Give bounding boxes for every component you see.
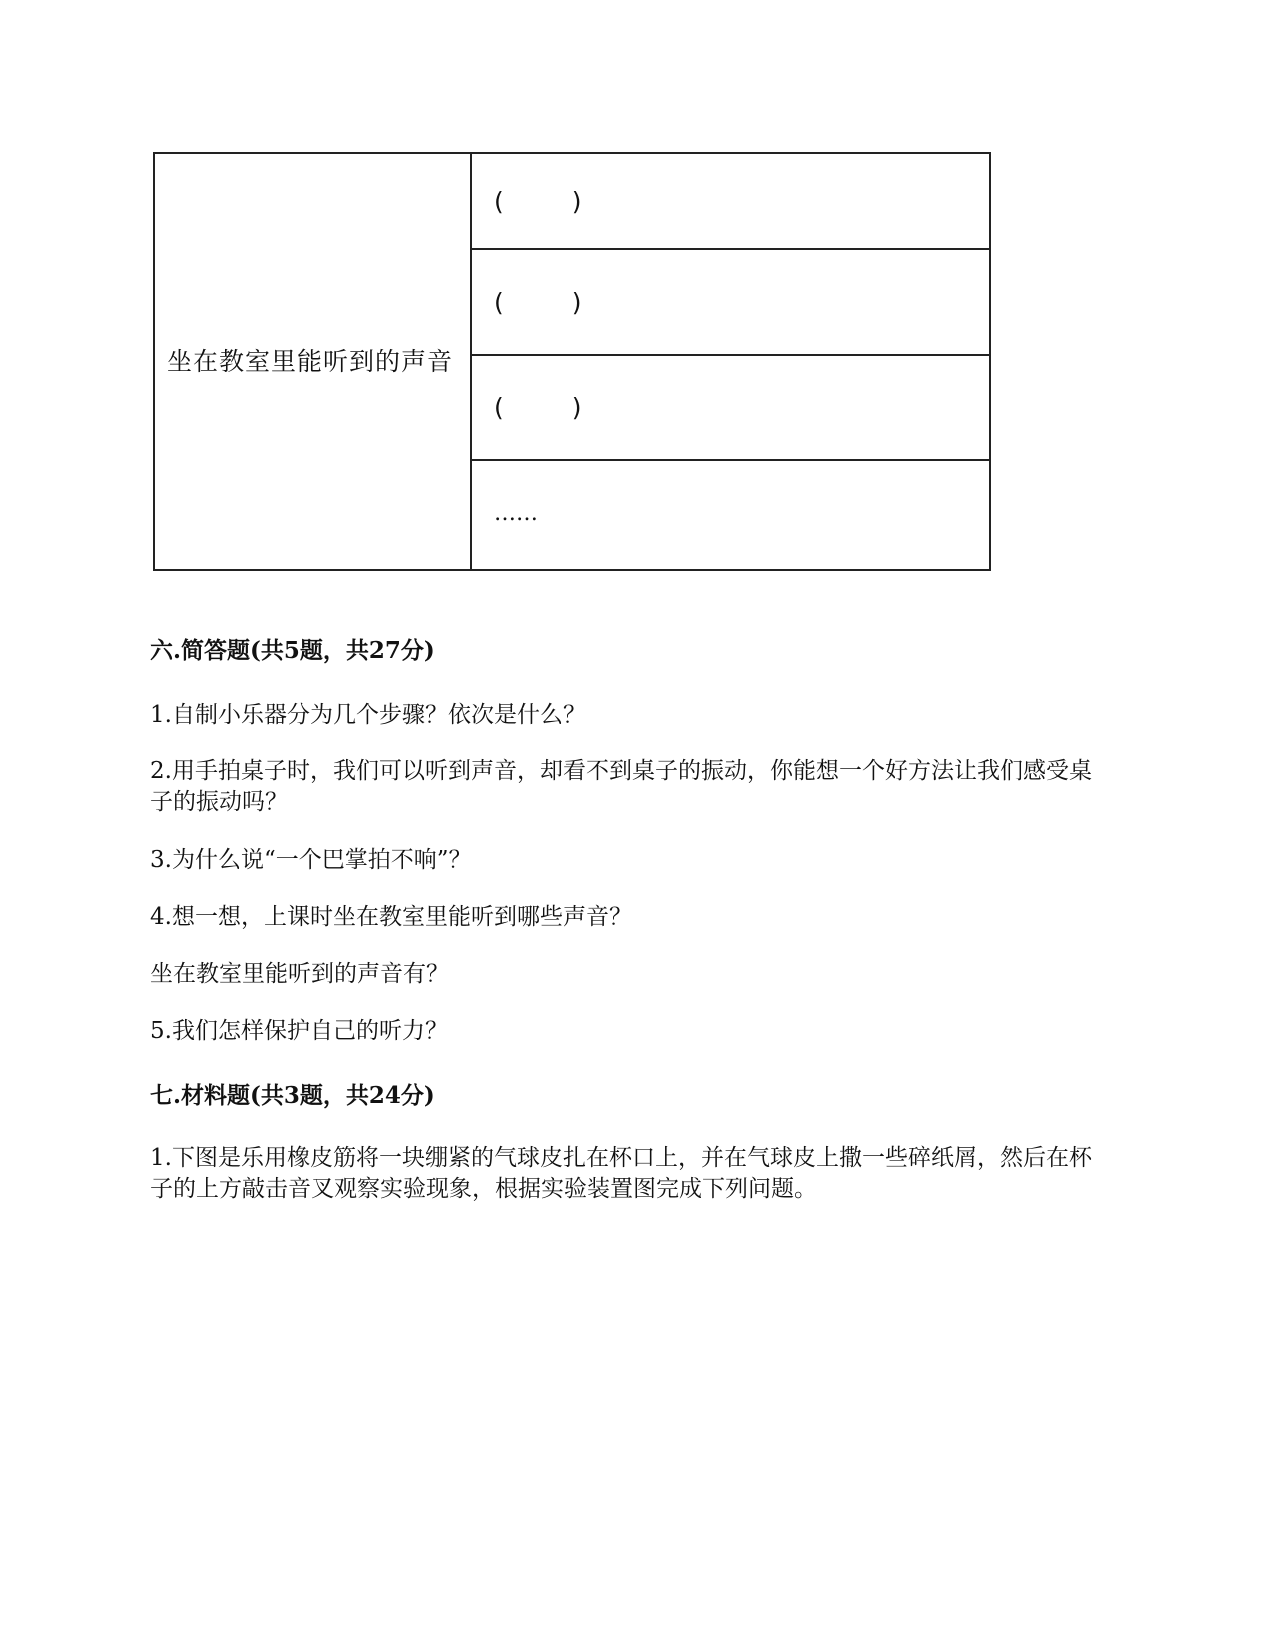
question-text: 4.想一想，上课时坐在教室里能听到哪些声音？ bbox=[150, 904, 632, 930]
question-text: 1.下图是乐用橡皮筋将一块绷紧的气球皮扎在杯口上，并在气球皮上撒一些碎纸屑，然后在杯子的上方敲击音叉观察实验现象，根据实验装置图完成下列问题。 bbox=[150, 1145, 1092, 1202]
question-text: 3.为什么说“一个巴掌拍不响”？ bbox=[150, 847, 472, 873]
question-text: 5.我们怎样保护自己的听力？ bbox=[150, 1018, 448, 1044]
question-subtext: 坐在教室里能听到的声音有？ bbox=[150, 961, 449, 987]
blank-parentheses: ( ) bbox=[494, 186, 582, 216]
ellipsis-cell bbox=[471, 460, 990, 570]
answer-blank bbox=[471, 153, 990, 249]
question-text: 2.用手拍桌子时，我们可以听到声音，却看不到桌子的振动，你能想一个好方法让我们感受桌子的振动吗？ bbox=[150, 758, 1092, 815]
section-heading-material: 七.材料题(共3题，共24分) bbox=[150, 1082, 435, 1109]
blank-parentheses: ( ) bbox=[494, 287, 582, 317]
table-row bbox=[154, 153, 990, 249]
answer-blank bbox=[471, 249, 990, 355]
section-heading-short-answer: 六.简答题(共5题，共27分) bbox=[150, 637, 435, 664]
table-label: 坐在教室里能听到的声音 bbox=[167, 346, 454, 376]
question-text: 1.自制小乐器分为几个步骤？依次是什么？ bbox=[150, 702, 586, 728]
ellipsis-text: …… bbox=[494, 500, 538, 526]
answer-blank bbox=[471, 355, 990, 461]
blank-parentheses: ( ) bbox=[494, 393, 582, 423]
sounds-table bbox=[153, 152, 991, 571]
table-label-cell bbox=[154, 153, 471, 570]
